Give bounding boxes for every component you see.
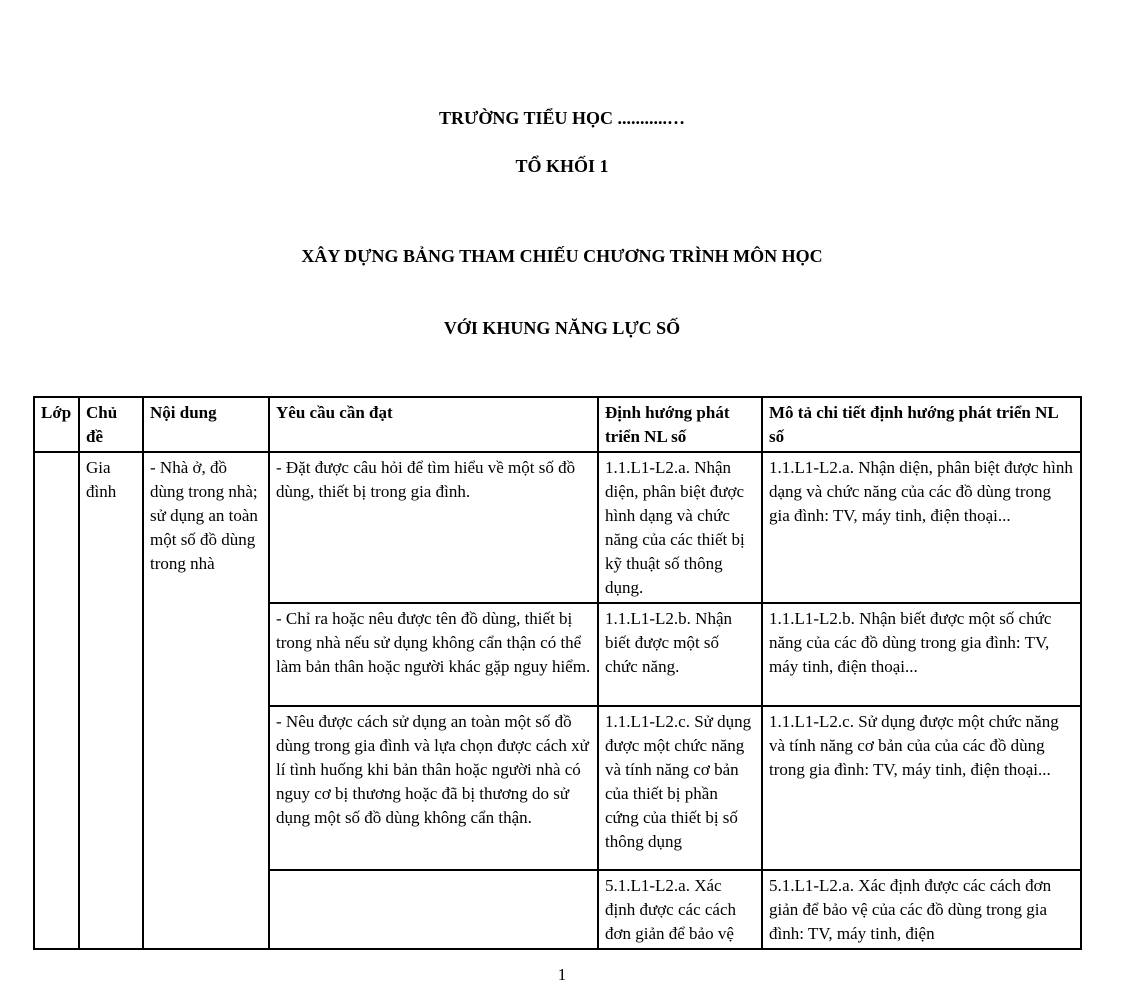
cell-mo-ta: 1.1.L1-L2.b. Nhận biết được một số chức năng của các đồ dùng trong gia đình: TV, máy tinh, điện thoại... xyxy=(762,603,1081,706)
cell-mo-ta: 1.1.L1-L2.c. Sử dụng được một chức năng và tính năng cơ bản của của các đồ dùng trong gia đình: TV, máy tinh, điện thoại... xyxy=(762,706,1081,870)
reference-table xyxy=(33,396,1082,950)
cell-noi-dung: - Nhà ở, đồ dùng trong nhà; sử dụng an toàn một số đồ dùng trong nhà xyxy=(143,452,269,949)
cell-dinh-huong: 1.1.L1-L2.b. Nhận biết được một số chức năng. xyxy=(598,603,762,706)
header-lop: Lớp xyxy=(34,397,79,452)
header-yeu-cau: Yêu cầu cần đạt xyxy=(269,397,598,452)
header-noi-dung: Nội dung xyxy=(143,397,269,452)
page-number: 1 xyxy=(557,965,567,984)
cell-yeu-cau: - Nêu được cách sử dụng an toàn một số đồ dùng trong gia đình và lựa chọn được cách xử lí tình huống khi bản thân hoặc người nhà có nguy cơ bị thương hoặc đã bị thương do sử dụng một số đồ dùng không cẩn thận. xyxy=(269,706,598,870)
school-title: TRƯỜNG TIỂU HỌC ...........… xyxy=(438,108,686,128)
cell-lop xyxy=(34,452,79,949)
header-chu-de: Chủ đề xyxy=(79,397,143,452)
table-header-row xyxy=(34,397,1081,452)
cell-dinh-huong: 5.1.L1-L2.a. Xác định được các cách đơn giản để bảo vệ xyxy=(598,870,762,949)
table-row xyxy=(34,452,1081,603)
cell-dinh-huong: 1.1.L1-L2.c. Sử dụng được một chức năng và tính năng cơ bản của thiết bị phần cứng của thiết bị số thông dụng xyxy=(598,706,762,870)
header-mo-ta: Mô tả chi tiết định hướng phát triển NL số xyxy=(762,397,1081,452)
document-title-line1: XÂY DỰNG BẢNG THAM CHIẾU CHƯƠNG TRÌNH MÔN HỌC xyxy=(301,246,823,266)
cell-yeu-cau: - Đặt được câu hỏi để tìm hiểu về một số đồ dùng, thiết bị trong gia đình. xyxy=(269,452,598,603)
document-title-line2: VỚI KHUNG NĂNG LỰC SỐ xyxy=(443,318,681,338)
header-dinh-huong: Định hướng phát triển NL số xyxy=(598,397,762,452)
cell-yeu-cau: - Chỉ ra hoặc nêu được tên đồ dùng, thiết bị trong nhà nếu sử dụng không cẩn thận có thể làm bản thân hoặc người khác gặp nguy hiểm. xyxy=(269,603,598,706)
cell-dinh-huong: 1.1.L1-L2.a. Nhận diện, phân biệt được hình dạng và chức năng của các thiết bị kỹ thuật số thông dụng. xyxy=(598,452,762,603)
group-title: TỔ KHỐI 1 xyxy=(515,156,609,176)
cell-chu-de: Gia đình xyxy=(79,452,143,949)
cell-mo-ta: 1.1.L1-L2.a. Nhận diện, phân biệt được hình dạng và chức năng của các đồ dùng trong gia đình: TV, máy tinh, điện thoại... xyxy=(762,452,1081,603)
document-title xyxy=(0,196,1124,388)
cell-yeu-cau xyxy=(269,870,598,949)
cell-mo-ta: 5.1.L1-L2.a. Xác định được các cách đơn giản để bảo vệ của các đồ dùng trong gia đình: TV, máy tinh, điện xyxy=(762,870,1081,949)
